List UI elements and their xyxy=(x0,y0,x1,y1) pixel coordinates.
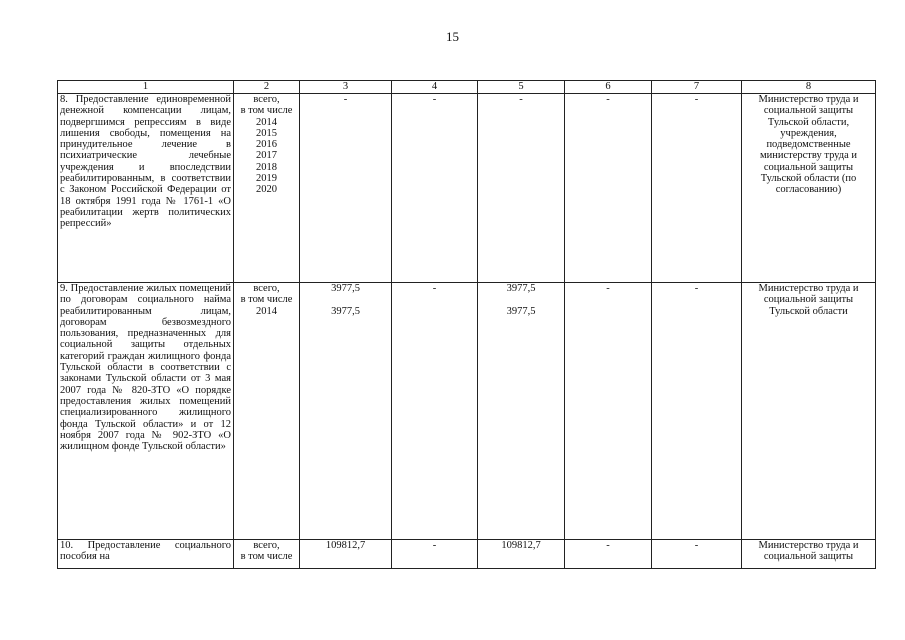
col-header-4: 4 xyxy=(392,81,478,94)
col-header-3: 3 xyxy=(300,81,392,94)
header-row xyxy=(58,81,876,94)
period-line: всего, xyxy=(253,540,280,551)
value: - xyxy=(432,283,437,294)
amount-col6 xyxy=(565,540,652,569)
amount-col6 xyxy=(565,94,652,283)
col-header-8: 8 xyxy=(742,81,876,94)
period-line: в том числе xyxy=(240,551,293,563)
period-cell xyxy=(234,94,300,283)
period-line: всего, xyxy=(253,94,280,105)
value: 109812,7 xyxy=(501,540,541,551)
amount-col5 xyxy=(478,283,565,540)
period-cell xyxy=(234,540,300,569)
col-header-7: 7 xyxy=(652,81,742,94)
value-2014: 3977,5 xyxy=(331,305,360,317)
amount-col4 xyxy=(392,94,478,283)
col-header-6: 6 xyxy=(565,81,652,94)
value: 109812,7 xyxy=(325,540,366,551)
value: - xyxy=(606,283,610,294)
amount-col5 xyxy=(478,94,565,283)
amount-col7 xyxy=(652,283,742,540)
amount-col3 xyxy=(300,94,392,283)
executor-cell: Министерство труда и социальной защиты Тульской области, учреждения, подведомственные министерству труда и социальной защиты Тульской области (по согласованию) xyxy=(742,94,876,283)
value: - xyxy=(606,94,610,105)
amount-col3 xyxy=(300,540,392,569)
value: - xyxy=(519,94,523,105)
period-line: 2020 xyxy=(256,184,277,196)
col-header-1: 1 xyxy=(58,81,234,94)
period-line: в том числе xyxy=(240,105,293,117)
period-line: всего, xyxy=(253,283,280,294)
value: - xyxy=(432,94,437,105)
value: - xyxy=(694,94,699,105)
measure-description: 8. Предоставление единовременной денежной компенсации лицам, подвергшимся репрессиям в виде лишения свободы, помещения на принудительное лечение в психиатрические лечебные учреждения и впоследствии реабилитированным, в соответствии с Законом Российской Федерации от 18 октября 1991 года № 1761-1 «О реабилитации жертв политических репрессий» xyxy=(58,94,234,283)
table-row xyxy=(58,540,876,569)
period-line: 2017 xyxy=(256,150,277,162)
period-line: 2015 xyxy=(256,127,277,139)
amount-col7 xyxy=(652,540,742,569)
period-line: 2019 xyxy=(256,173,277,185)
period-line: 2016 xyxy=(256,139,277,151)
col-header-2: 2 xyxy=(234,81,300,94)
executor-cell: Министерство труда и социальной защиты xyxy=(742,540,876,569)
amount-col7 xyxy=(652,94,742,283)
executor-cell: Министерство труда и социальной защиты Тульской области xyxy=(742,283,876,540)
value-total: 3977,5 xyxy=(506,283,536,294)
period-cell xyxy=(234,283,300,540)
amount-col4 xyxy=(392,540,478,569)
amount-col5 xyxy=(478,540,565,569)
value: - xyxy=(694,540,699,551)
measure-description: 10. Предоставление социального пособия на xyxy=(58,540,234,569)
period-line: 2018 xyxy=(256,161,277,173)
value: - xyxy=(432,540,437,551)
program-table xyxy=(57,80,876,569)
table-row xyxy=(58,94,876,283)
amount-col6 xyxy=(565,283,652,540)
page-number: 15 xyxy=(446,29,459,44)
period-line: в том числе xyxy=(240,294,293,306)
value-total: 3977,5 xyxy=(331,283,360,294)
value: - xyxy=(343,94,348,105)
value: - xyxy=(606,540,610,551)
measure-description: 9. Предоставление жилых помещений по договорам социального найма реабилитированным лицам, договорам безвозмездного пользования, предназначенных для социальной защиты отдельных категорий граждан жилищного фонда Тульской области в соответствии с законами Тульской области от 3 мая 2007 года № 820-ЗТО «О порядке предоставления жилых помещений специализированного жилищного фонда Тульской области» и от 12 ноября 2007 года № 902-ЗТО «О жилищном фонде Тульской области» xyxy=(58,283,234,540)
col-header-5: 5 xyxy=(478,81,565,94)
value: - xyxy=(694,283,699,294)
amount-col3 xyxy=(300,283,392,540)
amount-col4 xyxy=(392,283,478,540)
value-2014: 3977,5 xyxy=(506,305,536,317)
period-line: 2014 xyxy=(256,116,277,128)
table-row xyxy=(58,283,876,540)
period-line: 2014 xyxy=(256,305,277,317)
